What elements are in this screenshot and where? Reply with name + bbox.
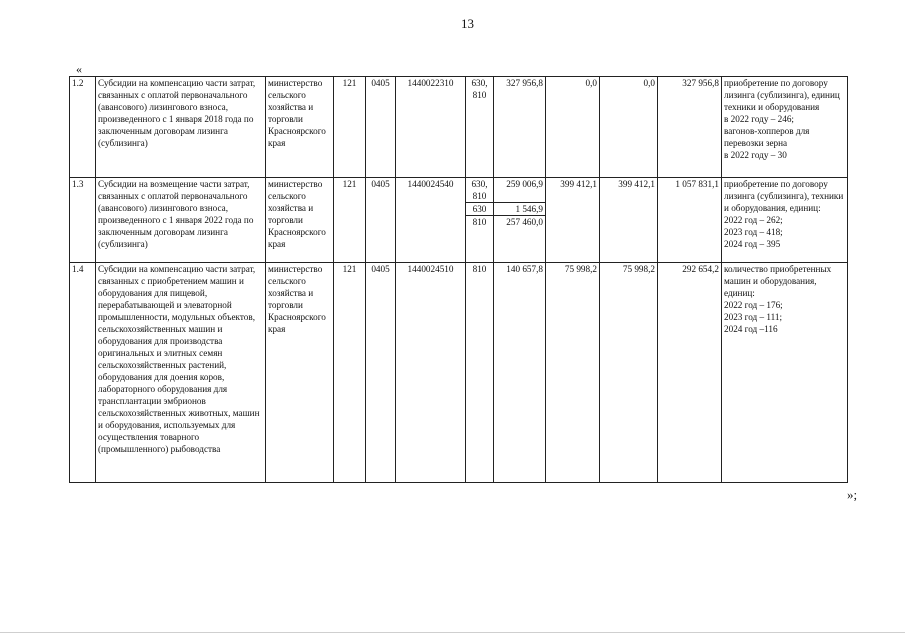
executor-cell: министерство сельского хозяйства и торговли Красноярского края xyxy=(266,178,334,263)
expected-result-cell xyxy=(722,178,848,263)
grbs-code-cell: 121 xyxy=(334,77,366,178)
total-amount-cell: 327 956,8 xyxy=(658,77,722,178)
expense-type-cell-line: 630 xyxy=(466,203,493,216)
expected-result-cell-line: вагонов-хопперов для перевозки зерна xyxy=(724,126,810,148)
expected-result-cell-line: в 2022 году – 246; xyxy=(724,114,794,124)
amount-2023-cell: 75 998,2 xyxy=(546,263,600,483)
amount-2024-cell: 75 998,2 xyxy=(600,263,658,483)
expected-result-cell xyxy=(722,77,848,178)
expected-result-cell-line: 2024 год – 395 xyxy=(724,239,781,249)
page-number: 13 xyxy=(461,16,474,31)
expected-result-cell-line: в 2022 году – 30 xyxy=(724,150,787,160)
section-code-cell: 0405 xyxy=(366,263,396,483)
expense-type-cell-line: 810 xyxy=(466,190,493,203)
activity-name-cell: Субсидии на возмещение части затрат, связанных с оплатой первоначального (авансового) лизингового взноса, произведенного с 1 января 2022 года по заключенным договорам лизинга (сублизинга) xyxy=(96,178,266,263)
executor-cell: министерство сельского хозяйства и торговли Красноярского края xyxy=(266,77,334,178)
amount-2022-cell-line: 1 546,9 xyxy=(494,203,545,216)
amount-2022-cell-line xyxy=(494,190,545,203)
grbs-code-cell: 121 xyxy=(334,263,366,483)
expected-result-cell xyxy=(722,263,848,483)
amount-2022-cell xyxy=(494,178,546,263)
expense-type-cell-line: 810 xyxy=(472,90,487,100)
expense-type-cell-line: 630, xyxy=(471,78,488,88)
expected-result-cell-line: количество приобретенных машин и оборудования, единиц: xyxy=(724,264,832,298)
total-amount-cell: 1 057 831,1 xyxy=(658,178,722,263)
amount-2022-cell-line: 257 460,0 xyxy=(506,217,543,227)
close-quote: »; xyxy=(847,487,858,502)
expected-result-cell-line: 2022 год – 176; xyxy=(724,300,783,310)
activity-name-cell: Субсидии на компенсацию части затрат, связанных с приобретением машин и оборудования для пищевой, перерабатывающей и элеваторной промышленности, модульных объектов, сельскохозяйственных машин и оборудования для производства оригинальных и элитных семян сельскохозяйственных растений, оборудования для доения коров, лабораторного оборудования для трансплантации эмбрионов сельскохозяйственных животных, машин и оборудования, используемых для осуществления товарного (промышленного) рыбоводства xyxy=(96,263,266,483)
amount-2023-cell: 399 412,1 xyxy=(546,178,600,263)
amount-2022-cell-line: 140 657,8 xyxy=(506,264,543,274)
table-row xyxy=(70,263,848,483)
amount-2023-cell: 0,0 xyxy=(546,77,600,178)
expense-type-cell xyxy=(466,178,494,263)
expected-result-cell-line: приобретение по договору лизинга (сублизинга), единиц техники и оборудования xyxy=(724,78,840,112)
expected-result-cell-line: 2023 год – 111; xyxy=(724,312,783,322)
target-article-cell: 1440024540 xyxy=(396,178,466,263)
expected-result-cell-line: 2024 год –116 xyxy=(724,324,778,334)
row-number-cell: 1.3 xyxy=(70,178,96,263)
expense-type-cell-line: 810 xyxy=(472,264,487,274)
grbs-code-cell: 121 xyxy=(334,178,366,263)
scan-edge-line xyxy=(0,632,905,633)
row-number-cell: 1.4 xyxy=(70,263,96,483)
amount-2022-cell-line: 327 956,8 xyxy=(506,78,543,88)
row-number-cell: 1.2 xyxy=(70,77,96,178)
expense-type-cell-line: 630, xyxy=(471,179,488,189)
activity-name-cell: Субсидии на компенсацию части затрат, связанных с оплатой первоначального (авансового) лизингового взноса, произведенного с 1 января 2018 года по заключенным договорам лизинга (сублизинга) xyxy=(96,77,266,178)
target-article-cell: 1440022310 xyxy=(396,77,466,178)
table-row xyxy=(70,77,848,178)
program-activities-table xyxy=(69,76,848,483)
amount-2024-cell: 0,0 xyxy=(600,77,658,178)
expense-type-cell-line: 810 xyxy=(472,217,487,227)
table-row xyxy=(70,178,848,263)
executor-cell: министерство сельского хозяйства и торговли Красноярского края xyxy=(266,263,334,483)
open-quote: « xyxy=(76,62,82,76)
expected-result-cell-line: 2022 год – 262; xyxy=(724,215,783,225)
expense-type-cell xyxy=(466,263,494,483)
amount-2022-cell xyxy=(494,77,546,178)
section-code-cell: 0405 xyxy=(366,77,396,178)
amount-2022-cell xyxy=(494,263,546,483)
amount-2022-cell-line: 259 006,9 xyxy=(506,179,543,189)
target-article-cell: 1440024510 xyxy=(396,263,466,483)
amount-2024-cell: 399 412,1 xyxy=(600,178,658,263)
expected-result-cell-line: приобретение по договору лизинга (сублизинга), техники и оборудования, единиц: xyxy=(724,179,844,213)
expense-type-cell xyxy=(466,77,494,178)
expected-result-cell-line: 2023 год – 418; xyxy=(724,227,783,237)
total-amount-cell: 292 654,2 xyxy=(658,263,722,483)
section-code-cell: 0405 xyxy=(366,178,396,263)
